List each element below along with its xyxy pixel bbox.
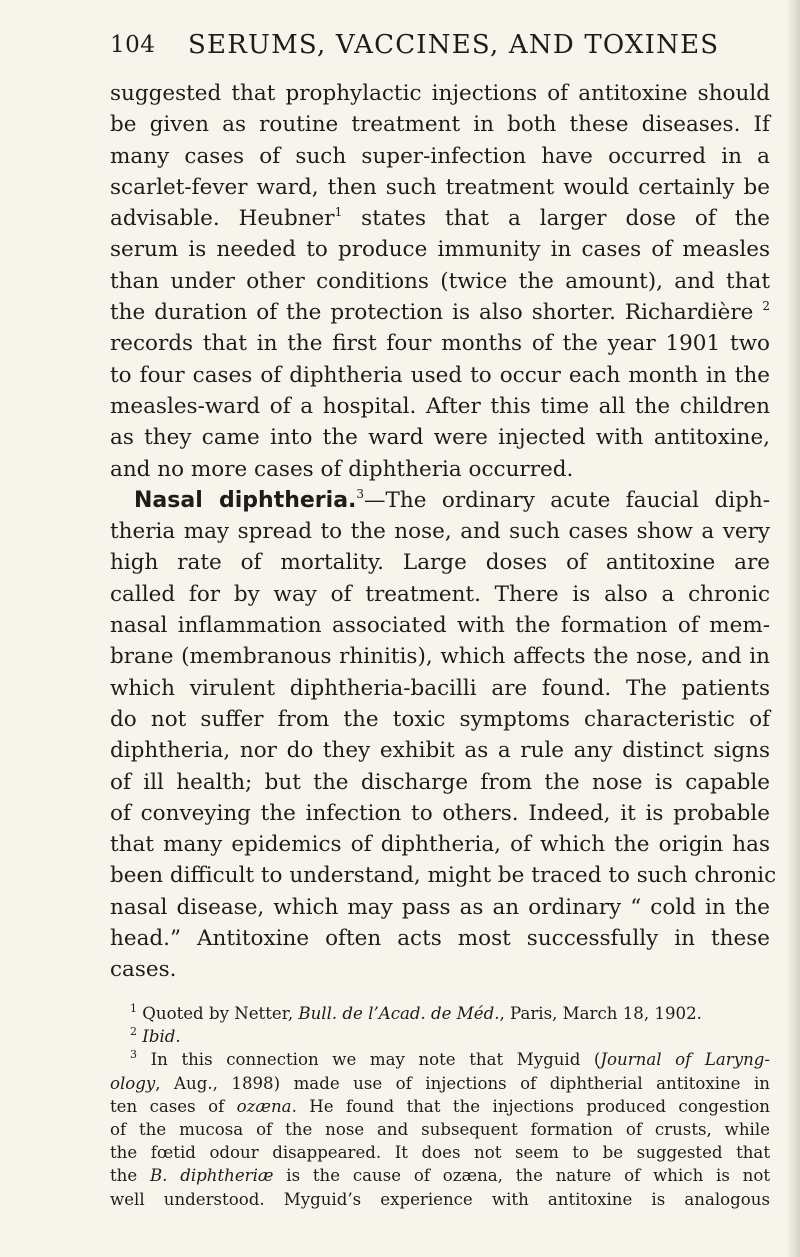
footnotes xyxy=(110,1002,770,1211)
text-line xyxy=(110,203,770,234)
text-line: scarlet-fever ward, then such treatment would certainly be xyxy=(110,174,770,200)
footnote-2 xyxy=(110,1025,770,1048)
footnote-line: well understood. Myguid’s experience with antitoxine is analogous xyxy=(110,1189,770,1209)
footnote-mark: 1 xyxy=(130,1002,137,1015)
text-line: do not suffer from the toxic symptoms characteristic of xyxy=(110,706,770,732)
text-line: suggested that prophylactic injections of antitoxine should xyxy=(110,81,770,106)
text-fragment: B. diphtheriæ xyxy=(149,1166,274,1186)
footnote-1 xyxy=(110,1002,770,1025)
text-fragment: , Aug., 1898) made use of injections of diphtherial antitoxine in xyxy=(155,1073,770,1093)
text-fragment: Quoted by Netter, xyxy=(142,1004,299,1023)
text-line: many cases of such super-infection have occurred in a xyxy=(110,143,770,169)
footnote-ref-2: 2 xyxy=(762,299,770,314)
text-line xyxy=(110,297,770,328)
text-fragment: ozæna xyxy=(236,1096,292,1116)
text-line: which virulent diphtheria-bacilli are found. The patients xyxy=(110,675,770,701)
text-line: measles-ward of a hospital. After this time all the children xyxy=(110,393,770,419)
main-text xyxy=(110,78,777,986)
footnote-ref-3: 3 xyxy=(356,486,365,501)
text-fragment: ten cases of xyxy=(110,1096,237,1116)
text-fragment: Bull. de l’Acad. de Méd. xyxy=(298,1004,500,1023)
footnote-line: the fœtid odour disappeared. It does not seem to be suggested that xyxy=(110,1143,770,1163)
text-fragment: In this connection we may note that Myguid ( xyxy=(150,1050,601,1070)
footnote-line xyxy=(110,1095,770,1118)
footnote-line: of the mucosa of the nose and subsequent formation of crusts, while xyxy=(110,1119,770,1139)
text-fragment: advisable. Heubner xyxy=(110,206,335,232)
text-line: diphtheria, nor do they exhibit as a rule any distinct signs xyxy=(110,738,770,764)
text-line: nasal inflammation associated with the formation of mem- xyxy=(110,613,770,639)
text-line: brane (membranous rhinitis), which affects the nose, and in xyxy=(110,644,770,670)
text-line: to four cases of diphtheria used to occur each month in the xyxy=(110,362,770,388)
footnote-line xyxy=(110,1072,770,1095)
text-line: head.” Antitoxine often acts most successfully in these xyxy=(110,926,770,952)
text-fragment: —The ordinary acute faucial diph- xyxy=(364,487,770,513)
text-fragment: , Paris, March 18, 1902. xyxy=(499,1004,702,1023)
page-header xyxy=(110,30,770,70)
text-fragment: the xyxy=(110,1166,150,1186)
text-line: of conveying the infection to others. Indeed, it is probable xyxy=(110,800,770,826)
text-line: be given as routine treatment in both these diseases. If xyxy=(110,112,770,138)
text-line xyxy=(110,485,770,516)
running-title: SERUMS, VACCINES, AND TOXINES xyxy=(188,30,720,60)
text-fragment: the duration of the protection is also shorter. Richardière xyxy=(110,300,754,326)
page-number: 104 xyxy=(110,32,156,58)
footnote-3 xyxy=(110,1048,770,1071)
text-line: serum is needed to produce immunity in cases of measles xyxy=(110,237,770,263)
text-line: and no more cases of diphtheria occurred. xyxy=(110,456,574,482)
text-line: called for by way of treatment. There is also a chronic xyxy=(110,581,770,607)
text-line: been difficult to understand, might be traced to such chronic xyxy=(110,863,777,889)
text-line: nasal disease, which may pass as an ordinary “ cold in the xyxy=(110,894,770,920)
text-line: that many epidemics of diphtheria, of which the origin has xyxy=(110,832,770,858)
text-line: of ill health; but the discharge from the nose is capable xyxy=(110,769,770,795)
section-heading: Nasal diphtheria. xyxy=(134,487,357,513)
footnote-line xyxy=(110,1164,770,1187)
text-fragment: states that a larger dose of the xyxy=(342,206,770,232)
text-line: cases. xyxy=(110,957,177,983)
text-line: records that in the first four months of the year 1901 two xyxy=(110,331,770,357)
text-line: theria may spread to the nose, and such cases show a very xyxy=(110,519,770,545)
text-line: than under other conditions (twice the amount), and that xyxy=(110,268,770,294)
text-fragment: . He found that the injections produced congestion xyxy=(291,1096,770,1116)
text-fragment: ology xyxy=(110,1073,156,1093)
footnote-mark: 2 xyxy=(130,1025,137,1039)
text-fragment: Ibid. xyxy=(142,1027,181,1047)
footnote-mark: 3 xyxy=(130,1048,137,1062)
text-line: as they came into the ward were injected with antitoxine, xyxy=(110,425,770,451)
text-line: high rate of mortality. Large doses of antitoxine are xyxy=(110,550,770,576)
footnote-ref-1: 1 xyxy=(334,205,343,220)
text-fragment: Journal of Laryng- xyxy=(600,1050,771,1070)
page-edge-shadow xyxy=(786,0,800,1257)
text-fragment: is the cause of ozæna, the nature of which is not xyxy=(273,1166,771,1186)
